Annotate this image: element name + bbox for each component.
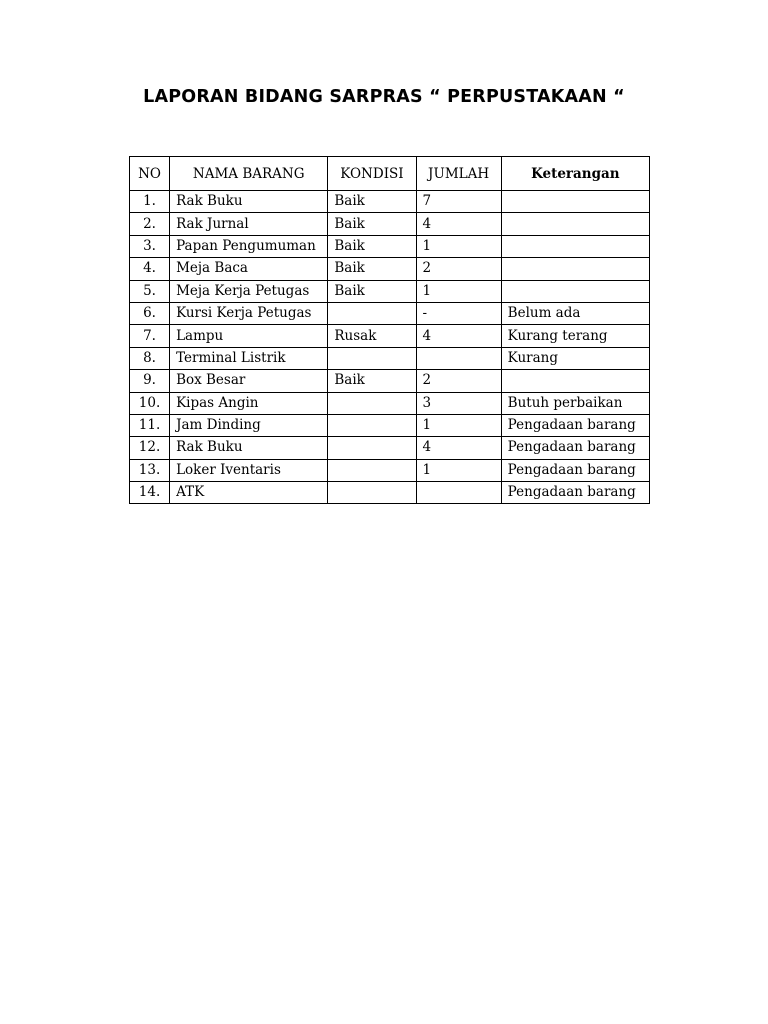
inventory-table	[129, 156, 650, 504]
cell-kondisi: Baik	[328, 191, 416, 213]
cell-keterangan: Pengadaan barang	[501, 482, 649, 504]
cell-jumlah: 2	[416, 370, 501, 392]
cell-jumlah: 1	[416, 235, 501, 257]
cell-nama-barang: ATK	[170, 482, 328, 504]
cell-nama-barang: Box Besar	[170, 370, 328, 392]
cell-kondisi	[328, 414, 416, 436]
cell-jumlah: 1	[416, 280, 501, 302]
cell-no: 8.	[130, 347, 170, 369]
cell-keterangan: Kurang	[501, 347, 649, 369]
cell-kondisi: Baik	[328, 213, 416, 235]
cell-keterangan	[501, 258, 649, 280]
cell-jumlah: 1	[416, 414, 501, 436]
cell-nama-barang: Meja Baca	[170, 258, 328, 280]
table-row	[130, 437, 650, 459]
cell-no: 2.	[130, 213, 170, 235]
table-row	[130, 325, 650, 347]
table-row	[130, 347, 650, 369]
cell-keterangan	[501, 213, 649, 235]
cell-keterangan	[501, 191, 649, 213]
cell-keterangan: Pengadaan barang	[501, 437, 649, 459]
cell-no: 1.	[130, 191, 170, 213]
cell-kondisi	[328, 459, 416, 481]
cell-nama-barang: Rak Buku	[170, 437, 328, 459]
cell-nama-barang: Papan Pengumuman	[170, 235, 328, 257]
header-kondisi: KONDISI	[328, 157, 416, 191]
cell-no: 13.	[130, 459, 170, 481]
table-row	[130, 280, 650, 302]
cell-keterangan: Kurang terang	[501, 325, 649, 347]
cell-nama-barang: Rak Jurnal	[170, 213, 328, 235]
cell-no: 14.	[130, 482, 170, 504]
header-jumlah: JUMLAH	[416, 157, 501, 191]
cell-no: 4.	[130, 258, 170, 280]
table-row	[130, 482, 650, 504]
cell-jumlah: 4	[416, 213, 501, 235]
cell-kondisi	[328, 302, 416, 324]
cell-no: 12.	[130, 437, 170, 459]
cell-keterangan: Pengadaan barang	[501, 414, 649, 436]
table-row	[130, 459, 650, 481]
cell-kondisi	[328, 347, 416, 369]
cell-kondisi	[328, 392, 416, 414]
cell-keterangan	[501, 280, 649, 302]
cell-keterangan: Pengadaan barang	[501, 459, 649, 481]
header-keterangan: Keterangan	[501, 157, 649, 191]
document-title: LAPORAN BIDANG SARPRAS “ PERPUSTAKAAN “	[143, 87, 625, 107]
header-no: NO	[130, 157, 170, 191]
cell-keterangan	[501, 370, 649, 392]
cell-kondisi: Baik	[328, 370, 416, 392]
cell-nama-barang: Terminal Listrik	[170, 347, 328, 369]
cell-no: 6.	[130, 302, 170, 324]
cell-jumlah: -	[416, 302, 501, 324]
table-row	[130, 258, 650, 280]
cell-jumlah	[416, 482, 501, 504]
table-body	[130, 191, 650, 504]
table-row	[130, 213, 650, 235]
cell-no: 3.	[130, 235, 170, 257]
table-row	[130, 392, 650, 414]
cell-kondisi: Rusak	[328, 325, 416, 347]
cell-jumlah: 4	[416, 325, 501, 347]
cell-keterangan	[501, 235, 649, 257]
cell-nama-barang: Kursi Kerja Petugas	[170, 302, 328, 324]
cell-kondisi: Baik	[328, 258, 416, 280]
cell-kondisi	[328, 437, 416, 459]
cell-nama-barang: Rak Buku	[170, 191, 328, 213]
cell-no: 7.	[130, 325, 170, 347]
cell-kondisi: Baik	[328, 280, 416, 302]
cell-keterangan: Butuh perbaikan	[501, 392, 649, 414]
cell-no: 5.	[130, 280, 170, 302]
cell-kondisi: Baik	[328, 235, 416, 257]
cell-nama-barang: Lampu	[170, 325, 328, 347]
header-row	[130, 157, 650, 191]
table-row	[130, 302, 650, 324]
cell-jumlah: 3	[416, 392, 501, 414]
cell-keterangan: Belum ada	[501, 302, 649, 324]
table-header	[130, 157, 650, 191]
table-row	[130, 235, 650, 257]
cell-nama-barang: Kipas Angin	[170, 392, 328, 414]
table-row	[130, 414, 650, 436]
cell-no: 9.	[130, 370, 170, 392]
cell-jumlah: 2	[416, 258, 501, 280]
cell-jumlah: 4	[416, 437, 501, 459]
table-row	[130, 370, 650, 392]
cell-kondisi	[328, 482, 416, 504]
table-row	[130, 191, 650, 213]
cell-jumlah	[416, 347, 501, 369]
cell-jumlah: 7	[416, 191, 501, 213]
header-nama-barang: NAMA BARANG	[170, 157, 328, 191]
cell-no: 10.	[130, 392, 170, 414]
cell-jumlah: 1	[416, 459, 501, 481]
cell-nama-barang: Loker Iventaris	[170, 459, 328, 481]
cell-no: 11.	[130, 414, 170, 436]
cell-nama-barang: Meja Kerja Petugas	[170, 280, 328, 302]
cell-nama-barang: Jam Dinding	[170, 414, 328, 436]
